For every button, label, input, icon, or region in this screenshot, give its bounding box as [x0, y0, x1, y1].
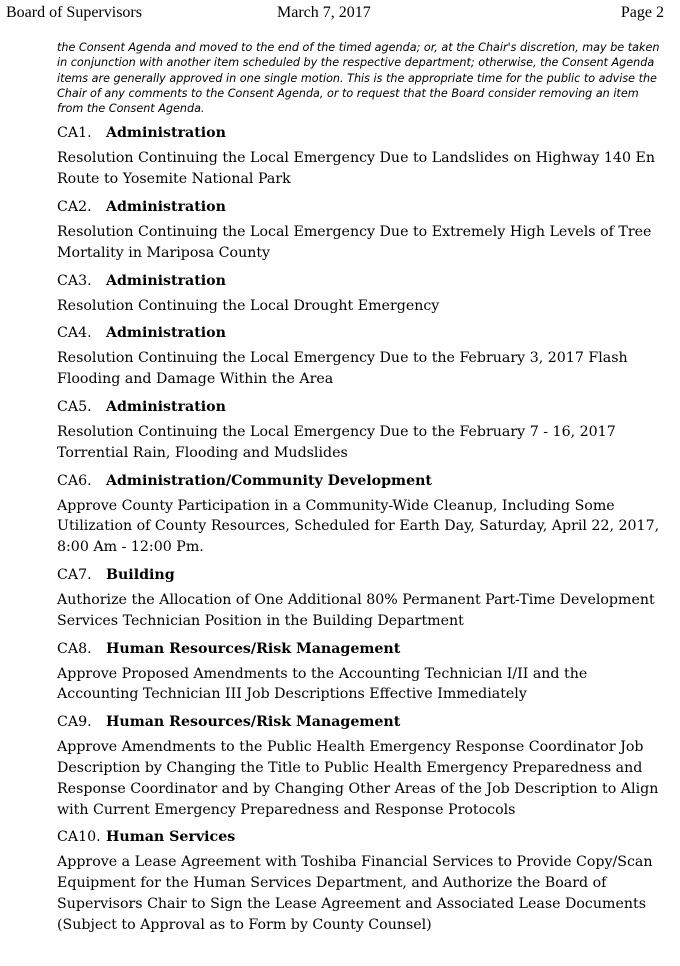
consent-agenda-intro: the Consent Agenda and moved to the end of the timed agenda; or, at the Chair's discretion, may be taken in conjunction with another item scheduled by the respective department; otherwise, the Consent Agenda items are generally approved in one single motion. This is the appropriate time for the public to advise the Chair of any comments to the Consent Agenda, or to request that the Board consider removing an item from the Consent Agenda.: [57, 41, 660, 116]
agenda-item-description: Authorize the Allocation of One Additional 80% Permanent Part-Time Development Services Technician Position in the Building Department: [57, 592, 655, 629]
agenda-item-ca7: [57, 565, 661, 632]
agenda-item-department: Administration: [106, 325, 226, 342]
agenda-item-department: Human Resources/Risk Management: [106, 640, 401, 657]
agenda-item-ca6: [57, 471, 661, 558]
agenda-item-description: Resolution Continuing the Local Emergency Due to Landslides on Highway 140 En Route to Yosemite National Park: [57, 150, 655, 188]
agenda-item-ca5: [57, 397, 661, 464]
agenda-item-department: Administration: [106, 125, 226, 142]
agenda-item-heading: [57, 197, 661, 217]
agenda-item-department: Administration: [106, 399, 226, 416]
agenda-item-heading: [57, 639, 661, 659]
agenda-item-ca3: [57, 271, 661, 317]
agenda-content: [57, 40, 661, 943]
agenda-item-heading: [57, 323, 661, 343]
page-header: [0, 4, 680, 26]
agenda-item-description: Approve County Participation in a Community-Wide Cleanup, Including Some Utilization of County Resources, Scheduled for Earth Day, Saturday, April 22, 2017, 8:00 Am - 12:00 Pm.: [57, 497, 660, 556]
agenda-item-department: Human Services: [106, 829, 236, 846]
agenda-item-code: CA1.: [57, 125, 92, 142]
agenda-item-ca1: [57, 123, 661, 190]
agenda-item-heading: [57, 471, 661, 491]
agenda-item-code: CA7.: [57, 567, 92, 584]
header-page-number: Page 2: [620, 4, 664, 21]
agenda-item-heading: [57, 712, 661, 732]
agenda-item-department: Administration/Community Development: [106, 472, 432, 489]
agenda-item-description: Resolution Continuing the Local Emergency Due to the February 7 - 16, 2017 Torrential Rain, Flooding and Mudslides: [57, 424, 616, 461]
header-board-name: Board of Supervisors: [6, 4, 142, 21]
agenda-item-code: CA6.: [57, 472, 92, 489]
agenda-item-code: CA8.: [57, 640, 92, 657]
agenda-item-ca9: [57, 712, 661, 820]
agenda-item-heading: [57, 397, 661, 417]
agenda-item-description: Approve Proposed Amendments to the Accounting Technician I/II and the Accounting Technician III Job Descriptions Effective Immediately: [57, 665, 588, 703]
agenda-item-heading: [57, 123, 661, 143]
agenda-item-description: Resolution Continuing the Local Emergency Due to Extremely High Levels of Tree Mortality in Mariposa County: [57, 224, 652, 261]
agenda-item-heading: [57, 827, 661, 847]
header-date: March 7, 2017: [277, 4, 371, 21]
agenda-item-ca4: [57, 323, 661, 390]
agenda-item-department: Building: [106, 567, 175, 584]
agenda-item-code: CA4.: [57, 325, 92, 342]
agenda-item-code: CA5.: [57, 399, 92, 416]
agenda-item-ca2: [57, 197, 661, 264]
agenda-item-code: CA2.: [57, 199, 92, 216]
agenda-item-description: Resolution Continuing the Local Emergency Due to the February 3, 2017 Flash Flooding and Damage Within the Area: [57, 350, 628, 388]
agenda-item-code: CA3.: [57, 272, 92, 289]
agenda-item-ca10: [57, 827, 661, 935]
agenda-item-heading: [57, 271, 661, 291]
agenda-item-description: Approve Amendments to the Public Health Emergency Response Coordinator Job Description by Changing the Title to Public Health Emergency Preparedness and Response Coordinator and by Changing Other Areas of the Job Description to Align with Current Emergency Preparedness and Response Protocols: [57, 739, 659, 818]
agenda-item-code: CA9.: [57, 714, 92, 731]
agenda-item-department: Administration: [106, 272, 226, 289]
agenda-item-department: Administration: [106, 199, 226, 216]
agenda-item-heading: [57, 565, 661, 585]
agenda-item-description: Approve a Lease Agreement with Toshiba Financial Services to Provide Copy/Scan Equipment for the Human Services Department, and Authorize the Board of Supervisors Chair to Sign the Lease Agreement and Associated Lease Documents (Subject to Approval as to Form by County Counsel): [57, 854, 653, 933]
agenda-item-department: Human Resources/Risk Management: [106, 714, 401, 731]
agenda-item-description: Resolution Continuing the Local Drought Emergency: [57, 297, 440, 314]
agenda-item-ca8: [57, 639, 661, 706]
agenda-item-code: CA10.: [57, 829, 101, 846]
